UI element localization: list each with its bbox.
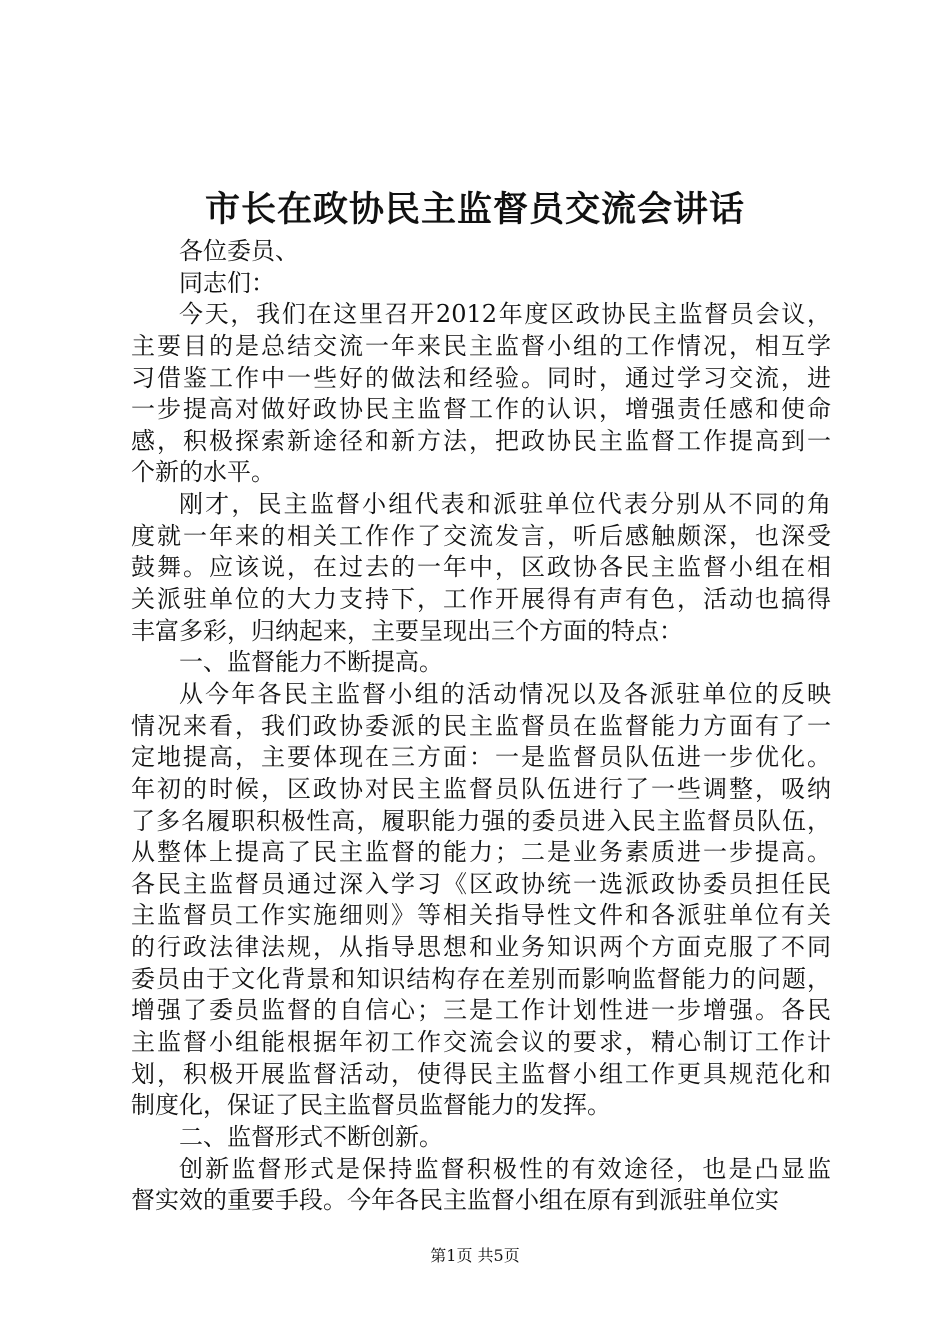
body-text-line: 督实效的重要手段。今年各民主监督小组在原有到派驻单位实 <box>131 1186 779 1215</box>
body-text-line: 划，积极开展监督活动，使得民主监督小组工作更具规范化和 <box>131 1059 831 1088</box>
body-text-line: 习借鉴工作中一些好的做法和经验。同时，通过学习交流，进 <box>131 363 831 392</box>
page-footer: 第1页 共5页 <box>430 1246 520 1265</box>
body-text-line: 二、监督形式不断创新。 <box>179 1122 443 1151</box>
body-text-line: 增强了委员监督的自信心；三是工作计划性进一步增强。各民 <box>131 996 831 1025</box>
body-text-line: 丰富多彩，归纳起来，主要呈现出三个方面的特点： <box>131 616 683 645</box>
body-text-line: 感，积极探索新途径和新方法，把政协民主监督工作提高到一 <box>131 426 831 455</box>
document-body <box>131 236 831 1217</box>
body-text-line: 各民主监督员通过深入学习《区政协统一选派政协委员担任民 <box>131 869 831 898</box>
body-text-line: 委员由于文化背景和知识结构存在差别而影响监督能力的问题， <box>131 964 831 993</box>
body-text-line: 关派驻单位的大力支持下，工作开展得有声有色，活动也搞得 <box>131 585 831 614</box>
body-text-line: 主监督员工作实施细则》等相关指导性文件和各派驻单位有关 <box>131 901 831 930</box>
body-text-line: 定地提高，主要体现在三方面：一是监督员队伍进一步优化。 <box>131 743 831 772</box>
body-text-line: 的行政法律法规，从指导思想和业务知识两个方面克服了不同 <box>131 933 831 962</box>
body-text-line: 了多名履职积极性高，履职能力强的委员进入民主监督员队伍， <box>131 806 831 835</box>
body-text-line: 今天，我们在这里召开2012年度区政协民主监督员会议， <box>179 300 831 329</box>
body-text-line: 刚才，民主监督小组代表和派驻单位代表分别从不同的角 <box>179 490 831 519</box>
body-text-line: 主监督小组能根据年初工作交流会议的要求，精心制订工作计 <box>131 1028 831 1057</box>
body-text-line: 制度化，保证了民主监督员监督能力的发挥。 <box>131 1091 611 1120</box>
body-text-line: 同志们： <box>179 268 275 297</box>
body-text-line: 主要目的是总结交流一年来民主监督小组的工作情况，相互学 <box>131 331 831 360</box>
page-title: 市长在政协民主监督员交流会讲话 <box>204 189 745 230</box>
body-text-line: 年初的时候，区政协对民主监督员队伍进行了一些调整，吸纳 <box>131 774 831 803</box>
body-text-line: 鼓舞。应该说，在过去的一年中，区政协各民主监督小组在相 <box>131 553 831 582</box>
body-text-line: 从整体上提高了民主监督的能力；二是业务素质进一步提高。 <box>131 838 831 867</box>
body-text-line: 一、监督能力不断提高。 <box>179 648 443 677</box>
body-text-line: 从今年各民主监督小组的活动情况以及各派驻单位的反映 <box>179 679 831 708</box>
body-text-line: 情况来看，我们政协委派的民主监督员在监督能力方面有了一 <box>131 711 831 740</box>
body-text-line: 创新监督形式是保持监督积极性的有效途径，也是凸显监 <box>179 1154 831 1183</box>
body-text-line: 度就一年来的相关工作作了交流发言，听后感触颇深，也深受 <box>131 521 831 550</box>
body-text-line: 各位委员、 <box>179 237 299 265</box>
body-text-line: 一步提高对做好政协民主监督工作的认识，增强责任感和使命 <box>131 395 831 424</box>
body-text-line: 个新的水平。 <box>131 458 275 487</box>
